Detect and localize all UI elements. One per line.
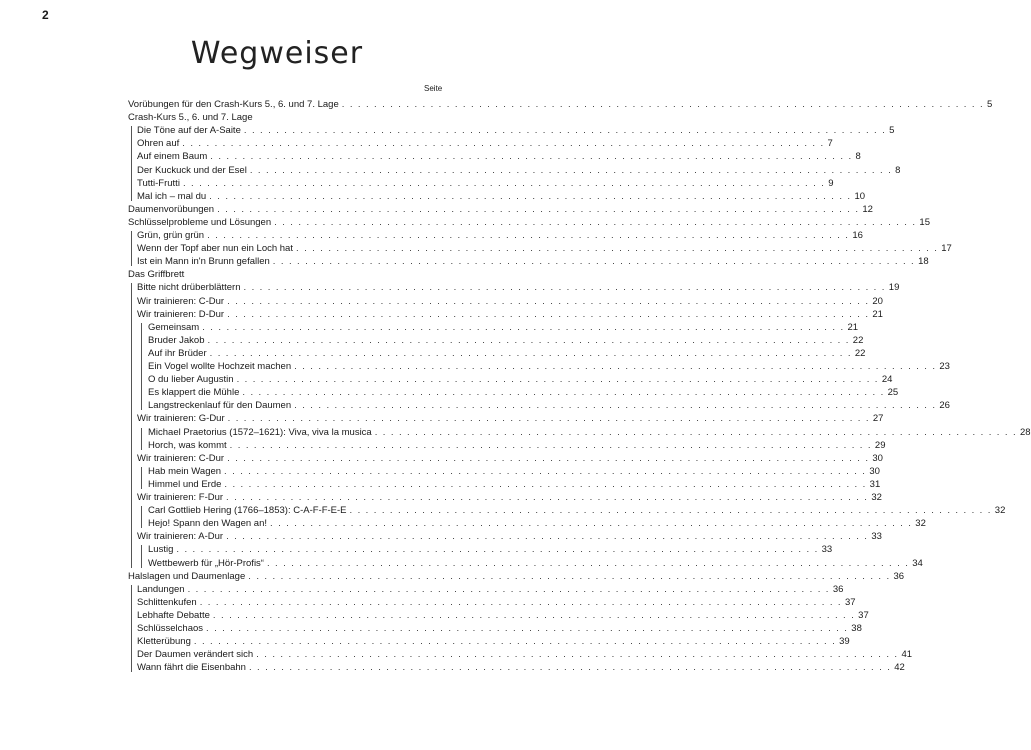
toc-entry-title: Bitte nicht drüberblättern xyxy=(137,282,241,294)
toc-entry xyxy=(137,648,913,661)
toc-group-rule xyxy=(131,126,132,201)
toc-group-rule xyxy=(141,323,142,411)
toc-entry-title: O du lieber Augustin xyxy=(148,374,234,386)
toc-entry-title: Lebhafte Debatte xyxy=(137,609,210,621)
toc-dot-leader: . . . . . . . . . . . . . . . . . . . . . . . . . . . . . . . . . . . . . . . . . . . . . . . . . . . . . . . . . . . . . . . . . . . . . . . . . . . . . . . . xyxy=(217,203,860,215)
toc-dot-leader: . . . . . . . . . . . . . . . . . . . . . . . . . . . . . . . . . . . . . . . . . . . . . . . . . . . . . . . . . . . . . . . . . . . . . . . . . . . . . . . . xyxy=(202,321,845,333)
toc-entry-page: 15 xyxy=(919,216,930,228)
toc-dot-leader: . . . . . . . . . . . . . . . . . . . . . . . . . . . . . . . . . . . . . . . . . . . . . . . . . . . . . . . . . . . . . . . . . . . . . . . . . . . . . . . . xyxy=(226,531,869,543)
toc-entry-page: 27 xyxy=(872,413,884,425)
toc-entry-title: Carl Gottlieb Hering (1766–1853): C-A-F-F-E-E xyxy=(148,505,347,517)
toc-dot-leader: . . . . . . . . . . . . . . . . . . . . . . . . . . . . . . . . . . . . . . . . . . . . . . . . . . . . . . . . . . . . . . . . . . . . . . . . . . . . . . . . xyxy=(274,216,917,228)
toc-entry-page: 22 xyxy=(852,334,864,346)
toc-entry-title: Wir trainieren: C-Dur xyxy=(137,452,225,464)
toc-entry-page: 41 xyxy=(901,649,913,661)
toc-dot-leader: . . . . . . . . . . . . . . . . . . . . . . . . . . . . . . . . . . . . . . . . . . . . . . . . . . . . . . . . . . . . . . . . . . . . . . . . . . . . . . . . xyxy=(227,308,870,320)
toc-entry-title: Crash-Kurs 5., 6. und 7. Lage xyxy=(128,112,253,124)
toc-entry-page: 33 xyxy=(871,531,882,543)
toc-entry-page: 17 xyxy=(941,243,952,255)
toc-entry-page: 32 xyxy=(871,492,882,503)
toc-entry xyxy=(148,399,950,412)
toc-dot-leader: . . . . . . . . . . . . . . . . . . . . . . . . . . . . . . . . . . . . . . . . . . . . . . . . . . . . . . . . . . . . . . . . . . . . . . . . . . . . . . . . xyxy=(229,439,872,451)
toc-entry xyxy=(137,242,952,255)
toc-entry-title: Auf einem Baum xyxy=(137,151,208,163)
toc-entry xyxy=(148,360,950,373)
toc-entry-page: 38 xyxy=(851,623,862,634)
toc-entry-title: Hejo! Spann den Wagen an! xyxy=(148,518,268,530)
toc-entry-title: Wettbewerb für „Hör-Profis“ xyxy=(148,557,264,569)
toc-dot-leader: . . . . . . . . . . . . . . . . . . . . . . . . . . . . . . . . . . . . . . . . . . . . . . . . . . . . . . . . . . . . . . . . . . . . . . . . . . . . . . . . xyxy=(374,426,1017,438)
toc-entry-page: 12 xyxy=(862,203,873,215)
toc-entry-page: 21 xyxy=(847,321,859,333)
toc-entry-page: 30 xyxy=(872,452,883,464)
toc-entry xyxy=(137,137,833,150)
toc-entry-title: Tutti-Frutti xyxy=(137,177,180,189)
toc-dot-leader: . . . . . . . . . . . . . . . . . . . . . . . . . . . . . . . . . . . . . . . . . . . . . . . . . . . . . . . . . . . . . . . . . . . . . . . . . . . . . . . . xyxy=(212,609,856,621)
toc-entry-title: Kletterübung xyxy=(137,636,191,648)
toc-dot-leader: . . . . . . . . . . . . . . . . . . . . . . . . . . . . . . . . . . . . . . . . . . . . . . . . . . . . . . . . . . . . . . . . . . . . . . . . . . . . . . . . xyxy=(243,282,886,294)
toc-entry xyxy=(148,478,881,491)
toc-entry xyxy=(137,308,883,321)
toc-entry-title: Wir trainieren: F-Dur xyxy=(137,492,224,503)
toc-entry-page: 32 xyxy=(994,505,1006,517)
toc-entry-title: Ohren auf xyxy=(137,138,180,150)
toc-entry-title: Lustig xyxy=(148,544,174,556)
toc-entry xyxy=(137,295,883,308)
toc-entry-title: Wir trainieren: D-Dur xyxy=(137,308,225,320)
toc-entry-page: 37 xyxy=(844,596,856,608)
toc-dot-leader: . . . . . . . . . . . . . . . . . . . . . . . . . . . . . . . . . . . . . . . . . . . . . . . . . . . . . . . . . . . . . . . . . . . . . . . . . . . . . . . . xyxy=(270,518,913,530)
toc-entry xyxy=(137,150,861,163)
toc-dot-leader: . . . . . . . . . . . . . . . . . . . . . . . . . . . . . . . . . . . . . . . . . . . . . . . . . . . . . . . . . . . . . . . . . . . . . . . . . . . . . . . . xyxy=(243,125,887,137)
toc-dot-leader: . . . . . . . . . . . . . . . . . . . . . . . . . . . . . . . . . . . . . . . . . . . . . . . . . . . . . . . . . . . . . . . . . . . . . . . . . . . . . . . . xyxy=(226,492,869,503)
toc-entry xyxy=(148,426,1031,439)
toc-entry xyxy=(148,373,893,386)
toc-entry-page: 42 xyxy=(894,662,905,674)
toc-entry-title: Michael Praetorius (1572–1621): Viva, viva la musica xyxy=(148,426,372,438)
toc-dot-leader: . . . . . . . . . . . . . . . . . . . . . . . . . . . . . . . . . . . . . . . . . . . . . . . . . . . . . . . . . . . . . . . . . . . . . . . . . . . . . . . . xyxy=(207,230,850,241)
toc-entry xyxy=(137,190,866,203)
toc-entry-title: Auf ihr Brüder xyxy=(148,347,207,359)
toc-entry-page: 23 xyxy=(939,361,950,372)
toc-entry-page: 5 xyxy=(987,99,993,110)
toc-entry xyxy=(137,229,863,242)
toc-entry-page: 9 xyxy=(828,177,834,189)
toc-entry xyxy=(148,321,859,334)
toc-entry xyxy=(128,570,905,583)
toc-group-rule xyxy=(141,545,142,567)
toc-entry-title: Schlüsselprobleme und Lösungen xyxy=(128,216,272,228)
toc-group-rule xyxy=(131,585,132,673)
toc-dot-leader: . . . . . . . . . . . . . . . . . . . . . . . . . . . . . . . . . . . . . . . . . . . . . . . . . . . . . . . . . . . . . . . . . . . . . . . . . . . . . . . . xyxy=(249,164,893,176)
toc-entry xyxy=(128,216,930,229)
toc-dot-leader: . . . . . . . . . . . . . . . . . . . . . . . . . . . . . . . . . . . . . . . . . . . . . . . . . . . . . . . . . . . . . . . . . . . . . . . . . . . . . . . . xyxy=(341,99,984,110)
toc-entry xyxy=(137,635,850,648)
toc-entry xyxy=(137,124,895,137)
toc-entry-page: 21 xyxy=(872,308,883,320)
toc-entry-title: Der Kuckuck und der Esel xyxy=(137,164,247,176)
toc-group-rule xyxy=(141,506,142,528)
toc-dot-leader: . . . . . . . . . . . . . . . . . . . . . . . . . . . . . . . . . . . . . . . . . . . . . . . . . . . . . . . . . . . . . . . . . . . . . . . . . . . . . . . . xyxy=(296,243,939,255)
toc-entry-title: Bruder Jakob xyxy=(148,334,205,346)
toc-dot-leader: . . . . . . . . . . . . . . . . . . . . . . . . . . . . . . . . . . . . . . . . . . . . . . . . . . . . . . . . . . . . . . . . . . . . . . . . . . . . . . . . xyxy=(266,557,910,569)
toc-dot-leader: . . . . . . . . . . . . . . . . . . . . . . . . . . . . . . . . . . . . . . . . . . . . . . . . . . . . . . . . . . . . . . . . . . . . . . . . . . . . . . . . xyxy=(210,151,853,163)
toc-entry-title: Der Daumen verändert sich xyxy=(137,649,254,661)
toc-entry xyxy=(148,386,899,399)
toc-entry-page: 18 xyxy=(918,256,929,268)
toc-entry-page: 22 xyxy=(854,347,866,359)
toc-entry xyxy=(148,334,864,347)
toc-dot-leader: . . . . . . . . . . . . . . . . . . . . . . . . . . . . . . . . . . . . . . . . . . . . . . . . . . . . . . . . . . . . . . . . . . . . . . . . . . . . . . . . xyxy=(187,583,830,595)
toc-entry xyxy=(137,596,856,609)
toc-group-rule xyxy=(131,283,132,567)
toc-entry xyxy=(128,268,440,281)
toc-entry-title: Ein Vogel wollte Hochzeit machen xyxy=(148,361,292,372)
toc-entry xyxy=(137,255,929,268)
toc-entry-title: Hab mein Wagen xyxy=(148,465,222,477)
toc-dot-leader: . . . . . . . . . . . . . . . . . . . . . . . . . . . . . . . . . . . . . . . . . . . . . . . . . . . . . . . . . . . . . . . . . . . . . . . . . . . . . . . . xyxy=(182,138,825,150)
toc-entry-title: Horch, was kommt xyxy=(148,439,227,451)
toc-entry xyxy=(137,177,834,190)
page-number: 2 xyxy=(42,8,49,22)
toc-group-rule xyxy=(131,231,132,266)
toc-entry-page: 7 xyxy=(827,138,833,150)
toc-dot-leader: . . . . . . . . . . . . . . . . . . . . . . . . . . . . . . . . . . . . . . . . . . . . . . . . . . . . . . . . . . . . . . . . . . . . . . . . . . . . . . . . xyxy=(193,636,837,648)
toc-entry xyxy=(137,164,901,177)
toc-dot-leader: . . . . . . . . . . . . . . . . . . . . . . . . . . . . . . . . . . . . . . . . . . . . . . . . . . . . . . . . . . . . . . . . . . . . . . . . . . . . . . . . xyxy=(248,570,891,582)
toc-entry xyxy=(137,583,844,596)
toc-entry xyxy=(137,661,905,674)
toc-entry-title: Mal ich – mal du xyxy=(137,190,207,202)
toc-dot-leader: . . . . . . . . . . . . . . . . . . . . . . . . . . . . . . . . . . . . . . . . . . . . . . . . . . . . . . . . . . . . . . . . . . . . . . . . . . . . . . . . xyxy=(294,361,937,372)
toc-entry-page: 32 xyxy=(915,518,926,530)
toc-dot-leader: . . . . . . . . . . . . . . . . . . . . . . . . . . . . . . . . . . . . . . . . . . . . . . . . . . . . . . . . . . . . . . . . . . . . . . . . . . . . . . . . xyxy=(224,478,867,490)
toc-dot-leader: . . . . . . . . . . . . . . . . . . . . . . . . . . . . . . . . . . . . . . . . . . . . . . . . . . . . . . . . . . . . . . . . . . . . . . . . . . . . . . . . xyxy=(224,465,867,477)
toc-entry-page: 20 xyxy=(872,295,883,307)
toc-group-rule xyxy=(141,467,142,489)
toc-group-rule xyxy=(141,428,142,450)
toc-dot-leader: . . . . . . . . . . . . . . . . . . . . . . . . . . . . . . . . . . . . . . . . . . . . . . . . . . . . . . . . . . . . . . . . . . . . . . . . . . . . . . . . xyxy=(256,649,899,661)
toc-entry-title: Halslagen und Daumenlage xyxy=(128,570,246,582)
toc-entry-title: Langstreckenlauf für den Daumen xyxy=(148,400,292,412)
toc-entry xyxy=(148,439,886,452)
toc-entry-page: 19 xyxy=(888,282,900,294)
page-title: Wegweiser xyxy=(190,36,364,71)
toc-entry xyxy=(148,347,866,360)
toc-entry xyxy=(137,622,862,635)
toc-entry-page: 30 xyxy=(869,465,880,477)
toc-dot-leader: . . . . . . . . . . . . . . . . . . . . . . . . . . . . . . . . . . . . . . . . . . . . . . . . . . . . . . . . . . . . . . . . . . . . . . . . . . . . . . . . xyxy=(248,662,892,674)
toc-entry-title: Daumenvorübungen xyxy=(128,203,215,215)
toc-dot-leader: . . . . . . . . . . . . . . . . . . . . . . . . . . . . . . . . . . . . . . . . . . . . . . . . . . . . . . . . . . . . . . . . . . . . . . . . . . . . . . . . xyxy=(349,505,992,517)
page-column-header: Seite xyxy=(424,84,443,93)
toc-entry-title: Wir trainieren: G-Dur xyxy=(137,413,225,425)
toc-dot-leader: . . . . . . . . . . . . . . . . . . . . . . . . . . . . . . . . . . . . . . . . . . . . . . . . . . . . . . . . . . . . . . . . . . . . . . . . . . . . . . . . xyxy=(182,177,826,189)
toc-dot-leader: . . . . . . . . . . . . . . . . . . . . . . . . . . . . . . . . . . . . . . . . . . . . . . . . . . . . . . . . . . . . . . . . . . . . . . . . . . . . . . . . xyxy=(176,544,819,556)
toc-dot-leader: . . . . . . . . . . . . . . . . . . . . . . . . . . . . . . . . . . . . . . . . . . . . . . . . . . . . . . . . . . . . . . . . . . . . . . . . . . . . . . . . xyxy=(242,387,885,399)
toc-entry xyxy=(148,465,880,478)
toc-entry-page: 36 xyxy=(893,570,905,582)
toc-entry-page: 36 xyxy=(832,583,844,595)
toc-entry-title: Wann fährt die Eisenbahn xyxy=(137,662,246,674)
toc-entry-page: 24 xyxy=(881,374,893,386)
toc-entry-title: Vorübungen für den Crash-Kurs 5., 6. und 7. Lage xyxy=(128,99,339,110)
toc-dot-leader: . . . . . . . . . . . . . . . . . . . . . . . . . . . . . . . . . . . . . . . . . . . . . . . . . . . . . . . . . . . . . . . . . . . . . . . . . . . . . . . . xyxy=(199,596,842,608)
toc-entry-title: Es klappert die Mühle xyxy=(148,387,240,399)
toc-entry-page: 33 xyxy=(821,544,833,556)
toc-entry-page: 16 xyxy=(852,230,863,241)
toc-entry-title: Das Griffbrett xyxy=(128,269,185,281)
toc-entry xyxy=(148,543,833,556)
toc-dot-leader: . . . . . . . . . . . . . . . . . . . . . . . . . . . . . . . . . . . . . . . . . . . . . . . . . . . . . . . . . . . . . . . . . . . . . . . . . . . . . . . . xyxy=(294,400,937,412)
toc-entry xyxy=(148,557,923,570)
toc-entry-page: 34 xyxy=(912,557,923,569)
toc-dot-leader: . . . . . . . . . . . . . . . . . . . . . . . . . . . . . . . . . . . . . . . . . . . . . . . . . . . . . . . . . . . . . . . . . . . . . . . . . . . . . . . . xyxy=(227,452,870,464)
toc-dot-leader: . . . . . . . . . . . . . . . . . . . . . . . . . . . . . . . . . . . . . . . . . . . . . . . . . . . . . . . . . . . . . . . . . . . . . . . . . . . . . . . . xyxy=(209,347,852,359)
toc-entry-title: Himmel und Erde xyxy=(148,478,222,490)
toc-entry xyxy=(137,530,882,543)
toc-entry xyxy=(148,504,1006,517)
toc-entry-page: 37 xyxy=(858,609,869,621)
toc-entry xyxy=(128,111,440,124)
toc-dot-leader: . . . . . . . . . . . . . . . . . . . . . . . . . . . . . . . . . . . . . . . . . . . . . . . . . . . . . . . . . . . . . . . . . . . . . . . . . . . . . . . . xyxy=(272,256,916,268)
toc-entry xyxy=(137,412,884,425)
toc-entry-title: Wir trainieren: A-Dur xyxy=(137,531,224,543)
toc-entry xyxy=(128,98,993,111)
toc-dot-leader: . . . . . . . . . . . . . . . . . . . . . . . . . . . . . . . . . . . . . . . . . . . . . . . . . . . . . . . . . . . . . . . . . . . . . . . . . . . . . . . . xyxy=(227,295,870,307)
toc-entry-page: 10 xyxy=(854,190,866,202)
toc-entry-page: 29 xyxy=(874,439,886,451)
toc-entry-title: Grün, grün grün xyxy=(137,230,205,241)
toc-entry-page: 31 xyxy=(869,478,881,490)
toc-entry-title: Ist ein Mann in'n Brunn gefallen xyxy=(137,256,270,268)
toc-entry-page: 8 xyxy=(895,164,901,176)
toc-entry-title: Schlittenkufen xyxy=(137,596,197,608)
toc-entry-title: Schlüsselchaos xyxy=(137,623,204,634)
toc-entry xyxy=(137,281,900,294)
toc-entry-page: 28 xyxy=(1019,426,1031,438)
toc-entry-page: 26 xyxy=(939,400,950,412)
toc-dot-leader: . . . . . . . . . . . . . . . . . . . . . . . . . . . . . . . . . . . . . . . . . . . . . . . . . . . . . . . . . . . . . . . . . . . . . . . . . . . . . . . . xyxy=(207,334,850,346)
toc-entry xyxy=(128,203,873,216)
toc-entry xyxy=(137,491,882,504)
toc-dot-leader: . . . . . . . . . . . . . . . . . . . . . . . . . . . . . . . . . . . . . . . . . . . . . . . . . . . . . . . . . . . . . . . . . . . . . . . . . . . . . . . . xyxy=(227,413,870,425)
toc-dot-leader: . . . . . . . . . . . . . . . . . . . . . . . . . . . . . . . . . . . . . . . . . . . . . . . . . . . . . . . . . . . . . . . . . . . . . . . . . . . . . . . . xyxy=(209,190,852,202)
toc-entry-title: Die Töne auf der A-Saite xyxy=(137,125,241,137)
toc-entry xyxy=(137,609,869,622)
toc-entry xyxy=(148,517,926,530)
toc-dot-leader: . . . . . . . . . . . . . . . . . . . . . . . . . . . . . . . . . . . . . . . . . . . . . . . . . . . . . . . . . . . . . . . . . . . . . . . . . . . . . . . . xyxy=(206,623,849,634)
toc-dot-leader: . . . . . . . . . . . . . . . . . . . . . . . . . . . . . . . . . . . . . . . . . . . . . . . . . . . . . . . . . . . . . . . . . . . . . . . . . . . . . . . . xyxy=(236,374,879,386)
toc-entry-page: 25 xyxy=(887,387,899,399)
toc-entry-title: Gemeinsam xyxy=(148,321,200,333)
toc-entry-title: Wir trainieren: C-Dur xyxy=(137,295,225,307)
toc-entry-title: Landungen xyxy=(137,583,185,595)
toc-entry xyxy=(137,452,883,465)
toc-entry-page: 5 xyxy=(889,125,895,137)
toc-entry-title: Wenn der Topf aber nun ein Loch hat xyxy=(137,243,293,255)
toc-entry-page: 8 xyxy=(855,151,861,163)
toc-entry-page: 39 xyxy=(839,636,850,648)
